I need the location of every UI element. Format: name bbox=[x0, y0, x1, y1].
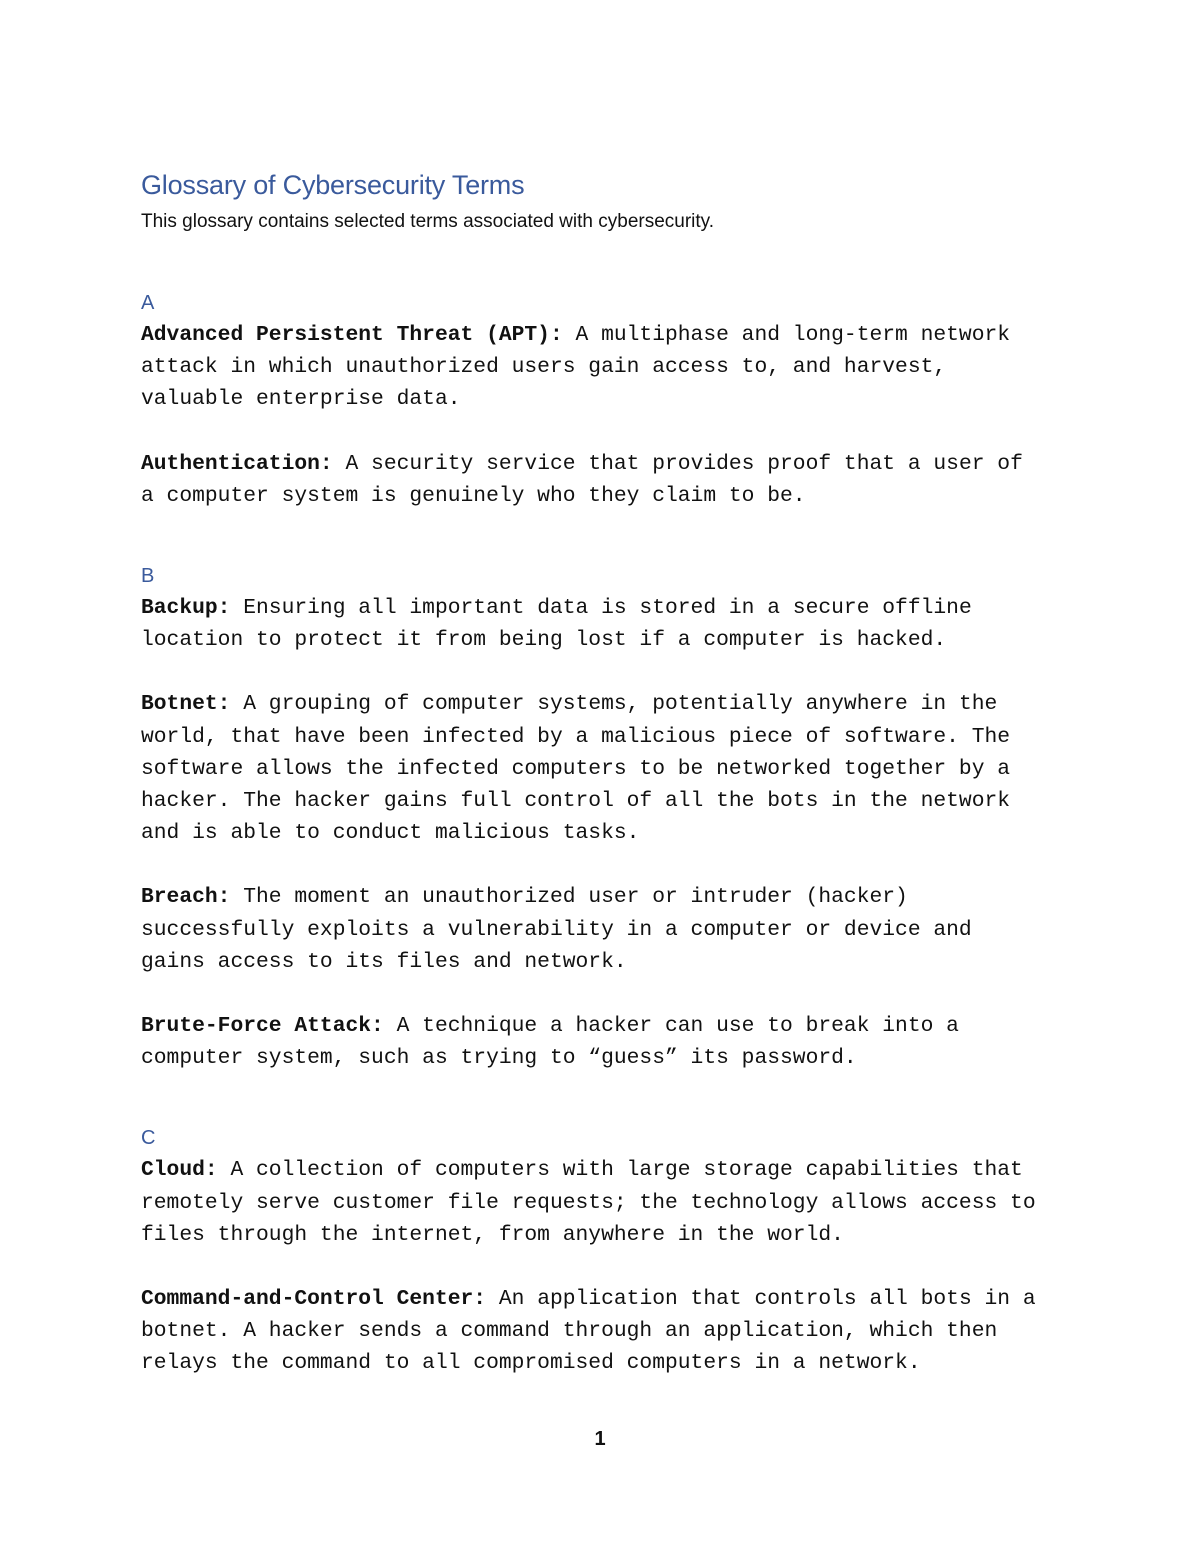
definition-line: botnet. A hacker sends a command through an application, which then bbox=[141, 1319, 998, 1344]
glossary-entry-authentication bbox=[141, 448, 1061, 512]
definition-line: A collection of computers with large storage capabilities that bbox=[217, 1158, 1023, 1183]
definition-line: location to protect it from being lost if a computer is hacked. bbox=[141, 628, 947, 653]
section-b bbox=[141, 560, 1061, 1074]
document-content bbox=[141, 166, 1061, 1380]
definition-line: files through the internet, from anywhere in the world. bbox=[141, 1222, 844, 1247]
definition-line: and is able to conduct malicious tasks. bbox=[141, 821, 640, 846]
term-label: Cloud: bbox=[141, 1158, 218, 1183]
intro-text: This glossary contains selected terms associated with cybersecurity. bbox=[141, 211, 715, 232]
definition-line: attack in which unauthorized users gain access to, and harvest, bbox=[141, 355, 947, 380]
definition-line: A grouping of computer systems, potentially anywhere in the bbox=[230, 692, 998, 717]
definition-line: gains access to its files and network. bbox=[141, 949, 627, 974]
section-letter: C bbox=[141, 1127, 156, 1150]
term-label: Botnet: bbox=[141, 692, 231, 717]
glossary-entry-breach bbox=[141, 881, 1061, 978]
section-c bbox=[141, 1122, 1061, 1379]
term-label: Breach: bbox=[141, 885, 231, 910]
term-label: Advanced Persistent Threat (APT): bbox=[141, 323, 563, 347]
definition-line: world, that have been infected by a malicious piece of software. The bbox=[141, 724, 1011, 749]
term-label: Authentication: bbox=[141, 451, 333, 476]
definition-line: hacker. The hacker gains full control of all the bots in the network bbox=[141, 789, 1011, 814]
glossary-entry-apt bbox=[141, 319, 1061, 416]
section-letter: B bbox=[141, 565, 155, 588]
term-label: Command-and-Control Center: bbox=[141, 1287, 487, 1312]
page-number: 1 bbox=[594, 1428, 606, 1450]
section-a bbox=[141, 287, 1061, 512]
definition-line: A multiphase and long-term network bbox=[562, 323, 1011, 347]
definition-line: successfully exploits a vulnerability in a computer or device and bbox=[141, 917, 972, 942]
definition-line: remotely serve customer file requests; the technology allows access to bbox=[141, 1190, 1036, 1215]
definition-line: The moment an unauthorized user or intruder (hacker) bbox=[230, 885, 908, 910]
glossary-entry-botnet bbox=[141, 688, 1061, 849]
term-label: Brute-Force Attack: bbox=[141, 1014, 384, 1039]
definition-line: software allows the infected computers to be networked together by a bbox=[141, 756, 1011, 781]
glossary-entry-command-and-control-center bbox=[141, 1283, 1061, 1380]
section-letter: A bbox=[141, 292, 155, 314]
definition-line: valuable enterprise data. bbox=[141, 387, 461, 412]
definition-line: computer system, such as trying to “guess” its password. bbox=[141, 1046, 857, 1071]
page-title: Glossary of Cybersecurity Terms bbox=[141, 170, 525, 200]
definition-line: a computer system is genuinely who they claim to be. bbox=[141, 483, 806, 508]
definition-line: A security service that provides proof that a user of bbox=[332, 451, 1023, 476]
definition-line: A technique a hacker can use to break into a bbox=[383, 1014, 959, 1039]
term-label: Backup: bbox=[141, 596, 231, 621]
glossary-entry-cloud bbox=[141, 1154, 1061, 1251]
definition-line: Ensuring all important data is stored in a secure offline bbox=[230, 596, 972, 621]
definition-line: relays the command to all compromised computers in a network. bbox=[141, 1351, 921, 1376]
definition-line: An application that controls all bots in a bbox=[486, 1287, 1036, 1312]
glossary-entry-brute-force-attack bbox=[141, 1010, 1061, 1074]
glossary-entry-backup bbox=[141, 592, 1061, 656]
